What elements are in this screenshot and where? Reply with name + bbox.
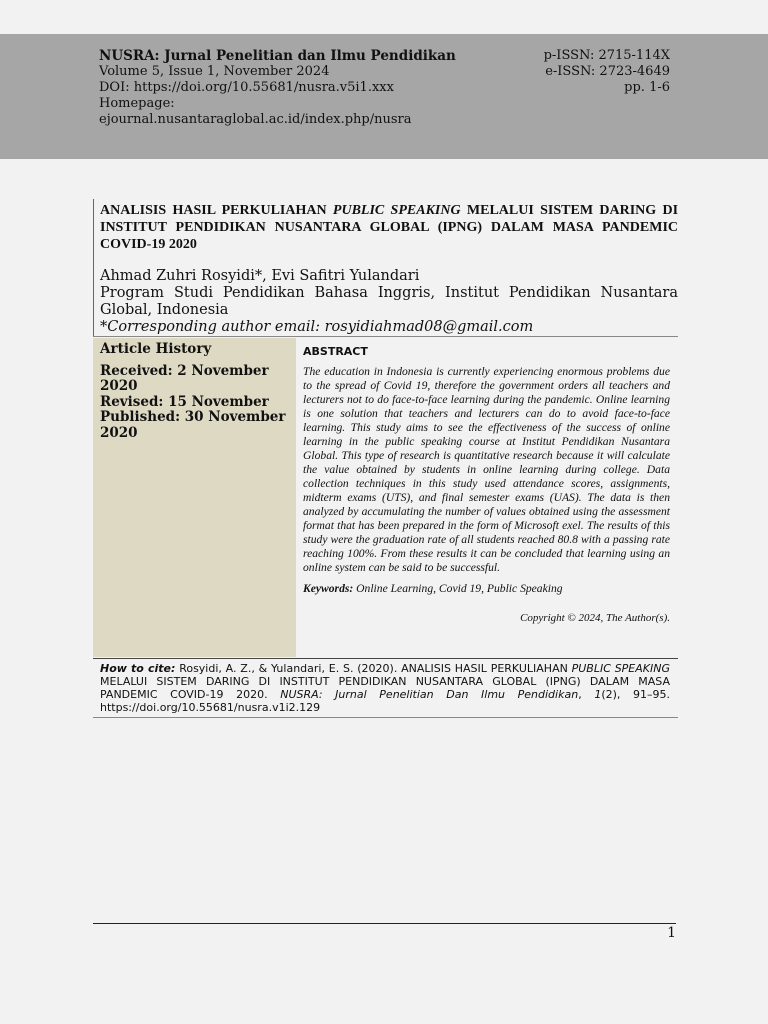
abstract-heading: ABSTRACT <box>303 345 368 358</box>
e-issn: e-ISSN: 2723-4649 <box>545 64 670 79</box>
cite-label: How to cite: <box>100 662 176 675</box>
journal-doi[interactable]: DOI: https://doi.org/10.55681/nusra.v5i1.xxx <box>99 80 394 95</box>
revised-date: Revised: 15 November <box>100 393 269 410</box>
divider <box>93 717 678 718</box>
title-block <box>93 199 678 336</box>
abstract-section <box>303 338 670 624</box>
article-affiliation: Program Studi Pendidikan Bahasa Inggris, Institut Pendidikan Nusantara Global, Indonesia <box>100 285 678 318</box>
article-authors: Ahmad Zuhri Rosyidi*, Evi Safitri Yulandari <box>100 268 420 284</box>
journal-header <box>0 34 768 159</box>
page-number: 1 <box>667 925 676 941</box>
page-range: pp. 1-6 <box>624 80 670 95</box>
article-title: ANALISIS HASIL PERKULIAHAN PUBLIC SPEAKING MELALUI SISTEM DARING DI INSTITUT PENDIDIKAN NUSANTARA GLOBAL (IPNG) DALAM MASA PANDEMIC COVID-19 2020 <box>100 203 679 252</box>
abstract-text: The education in Indonesia is currently experiencing enormous problems due to the spread of Covid 19, therefore the government orders all teachers and lecturers not to do face-to-face learning during the pandemic. Online learning is one solution that teachers and lecturers can do to avoid face-to-face learning. This study aims to see the effectiveness of the success of online learning in the public speaking course at Institut Pendidikan Nusantara Global. This type of research is quantitative research because it will calculate the value obtained by students in online learning during college. Data collection techniques in this study used attendance scores, assignments, midterm exams (UTS), and final semester exams (UAS). The data is then analyzed by accumulating the number of values obtained using the assessment format that has been prepared in the form of Microsoft exel. The results of this study were the graduation rate of all students reached 80.8 with a passing rate reaching 100%. From these results it can be concluded that learning using an online system can be said to be successful. <box>303 365 670 574</box>
journal-volume: Volume 5, Issue 1, November 2024 <box>99 64 330 79</box>
cite-doi-link[interactable]: https://doi.org/10.55681/nusra.v1i2.129 <box>100 701 321 714</box>
keywords <box>303 582 670 596</box>
journal-info <box>99 48 479 128</box>
article-history-panel <box>93 338 296 657</box>
how-to-cite: How to cite: Rosyidi, A. Z., & Yulandari, E. S. (2020). ANALISIS HASIL PERKULIAHAN PUBLIC SPEAKING MELALUI SISTEM DARING DI INSTITUT PENDIDIKAN NUSANTARA GLOBAL (IPNG) DALAM MASA PANDEMIC COVID-19 2020. NUSRA: Jurnal Penelitian Dan Ilmu Pendidikan, 1(2), 91–95. https://doi.org/10.55681/nusra.v1i2.129 <box>100 662 670 714</box>
homepage-label: Homepage: <box>99 96 175 111</box>
article-history-heading: Article History <box>100 341 212 357</box>
divider <box>93 658 678 659</box>
homepage-link[interactable]: ejournal.nusantaraglobal.ac.id/index.php/nusra <box>99 112 412 127</box>
keywords-label: Keywords: <box>303 582 354 595</box>
copyright-notice: Copyright © 2024, The Author(s). <box>520 612 670 624</box>
keywords-list: Online Learning, Covid 19, Public Speaking <box>356 582 563 595</box>
cite-journal: NUSRA: Jurnal Penelitian Dan Ilmu Pendidikan <box>280 688 579 701</box>
p-issn: p-ISSN: 2715-114X <box>543 48 670 63</box>
published-date: Published: 30 November 2020 <box>100 409 286 441</box>
received-date: Received: 2 November 2020 <box>100 362 269 394</box>
issn-info <box>540 48 670 96</box>
footer-divider <box>93 923 676 924</box>
corresponding-author[interactable]: *Corresponding author email: rosyidiahmad08@gmail.com <box>100 319 534 335</box>
cite-volume: 1 <box>594 688 602 701</box>
journal-title: NUSRA: Jurnal Penelitian dan Ilmu Pendidikan <box>99 48 456 64</box>
divider <box>93 336 678 337</box>
